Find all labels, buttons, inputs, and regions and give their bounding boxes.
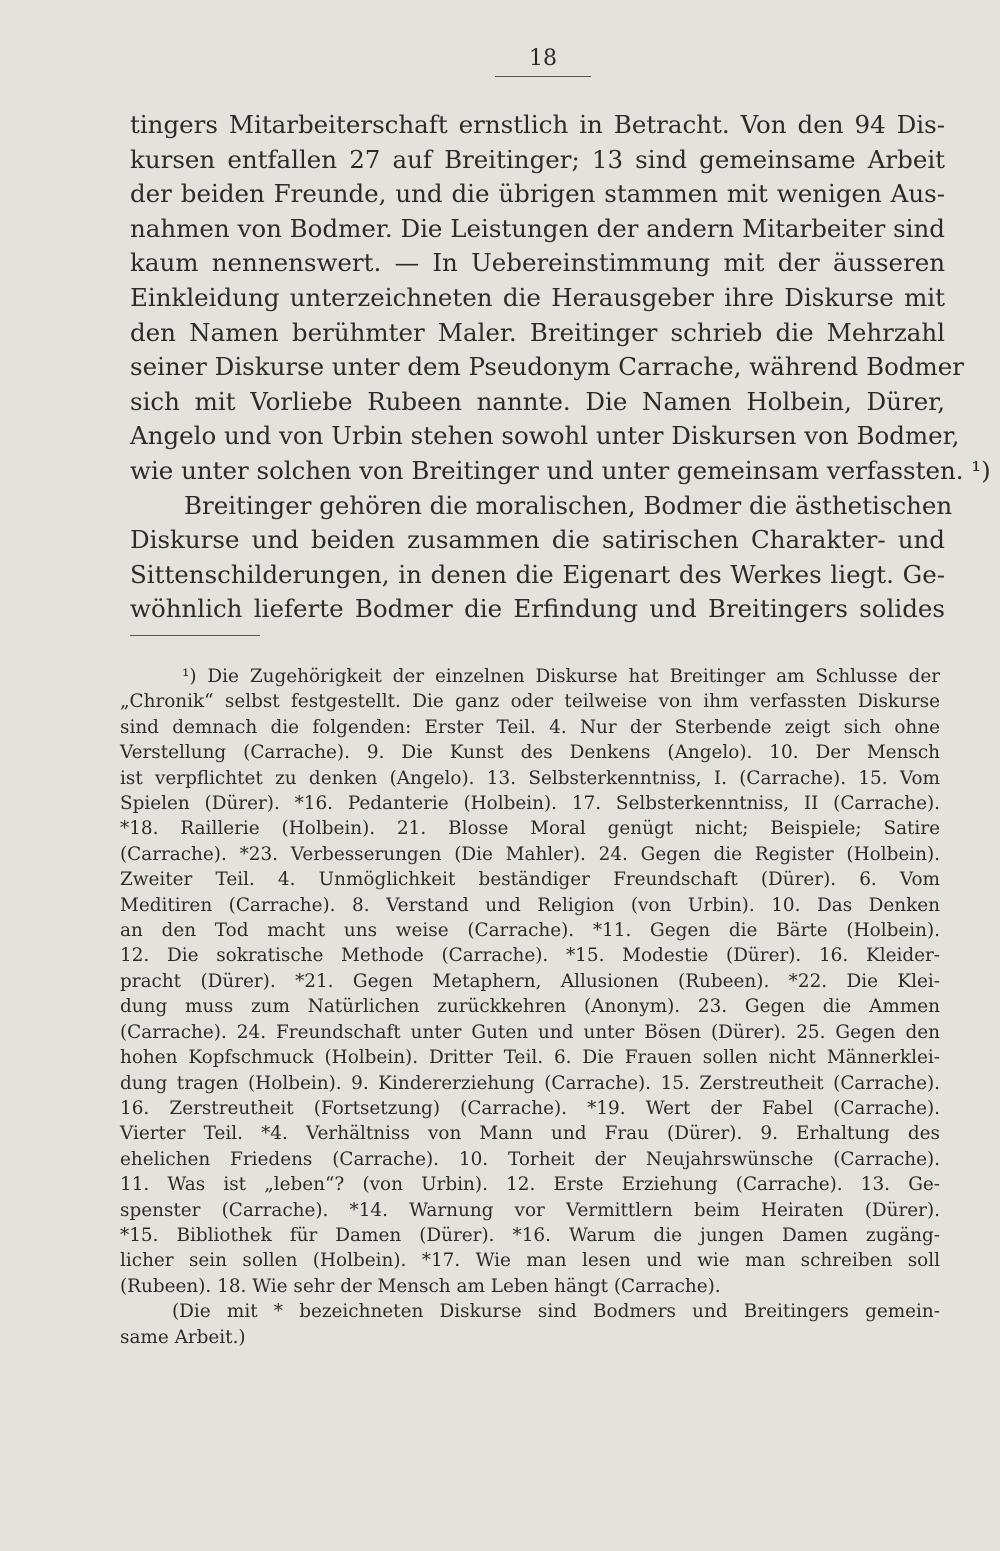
footnote-line: dung tragen (Holbein). 9. Kindererziehung (Carrache). 15. Zerstreutheit (Carrache). bbox=[120, 1072, 940, 1094]
body-line: nahmen von Bodmer. Die Leistungen der andern Mitarbeiter sind bbox=[130, 213, 945, 243]
footnote-line: dung muss zum Natürlichen zurückkehren (Anonym). 23. Gegen die Ammen bbox=[120, 996, 940, 1018]
footnote-line: Vierter Teil. *4. Verhältniss von Mann und Frau (Dürer). 9. Erhaltung des bbox=[120, 1123, 940, 1145]
body-line: Angelo und von Urbin stehen sowohl unter Diskursen von Bodmer, bbox=[130, 421, 960, 451]
footnote-line: Meditiren (Carrache). 8. Verstand und Religion (von Urbin). 10. Das Denken bbox=[120, 894, 940, 916]
footnote-line: hohen Kopfschmuck (Holbein). Dritter Teil. 6. Die Frauen sollen nicht Männerklei- bbox=[120, 1047, 940, 1069]
footnote-line: ¹) Die Zugehörigkeit der einzelnen Diskurse hat Breitinger am Schlusse der bbox=[182, 666, 940, 687]
footnote-line: ehelichen Friedens (Carrache). 10. Torheit der Neujahrswünsche (Carrache). bbox=[120, 1148, 940, 1170]
body-line: den Namen berühmter Maler. Breitinger schrieb die Mehrzahl bbox=[130, 317, 945, 347]
footnote-line: same Arbeit.) bbox=[120, 1326, 246, 1348]
footnote-line: (Carrache). *23. Verbesserungen (Die Mahler). 24. Gegen die Register (Holbein). bbox=[120, 843, 940, 865]
footnote-line: 16. Zerstreutheit (Fortsetzung) (Carrache). *19. Wert der Fabel (Carrache). bbox=[120, 1097, 940, 1119]
footnote-line: 12. Die sokratische Methode (Carrache). *15. Modestie (Dürer). 16. Kleider- bbox=[120, 945, 940, 967]
body-line: sich mit Vorliebe Rubeen nannte. Die Namen Holbein, Dürer, bbox=[130, 386, 945, 416]
footnote-separator bbox=[130, 635, 260, 636]
footnote-line: (Carrache). 24. Freundschaft unter Guten und unter Bösen (Dürer). 25. Gegen den bbox=[120, 1021, 940, 1043]
body-line: wöhnlich lieferte Bodmer die Erfindung und Breitingers solides bbox=[130, 594, 945, 624]
body-line: Breitinger gehören die moralischen, Bodmer die ästhetischen bbox=[184, 490, 953, 520]
footnote-line: licher sein sollen (Holbein). *17. Wie man lesen und wie man schreiben soll bbox=[120, 1250, 940, 1272]
footnote bbox=[120, 664, 940, 1350]
body-line: kursen entfallen 27 auf Breitinger; 13 sind gemeinsame Arbeit bbox=[130, 144, 945, 174]
body-line: seiner Diskurse unter dem Pseudonym Carrache, während Bodmer bbox=[130, 352, 964, 382]
footnote-line: (Rubeen). 18. Wie sehr der Mensch am Leben hängt (Carrache). bbox=[120, 1275, 721, 1297]
footnote-line: *15. Bibliothek für Damen (Dürer). *16. Warum die jungen Damen zugäng- bbox=[120, 1224, 940, 1246]
body-line: kaum nennenswert. — In Uebereinstimmung mit der äusseren bbox=[130, 248, 945, 278]
body-line: Diskurse und beiden zusammen die satirischen Charakter- und bbox=[130, 525, 945, 555]
footnote-line: Zweiter Teil. 4. Unmöglichkeit beständiger Freundschaft (Dürer). 6. Vom bbox=[120, 869, 940, 891]
footnote-line: *18. Raillerie (Holbein). 21. Blosse Moral genügt nicht; Beispiele; Satire bbox=[120, 818, 940, 840]
footnote-line: „Chronik“ selbst festgestellt. Die ganz oder teilweise von ihm verfassten Diskurse bbox=[120, 691, 940, 713]
footnote-line: an den Tod macht uns weise (Carrache). *11. Gegen die Bärte (Holbein). bbox=[120, 920, 940, 942]
footnote-line: (Die mit * bezeichneten Diskurse sind Bodmers und Breitingers gemein- bbox=[172, 1301, 940, 1323]
footnote-line: pracht (Dürer). *21. Gegen Metaphern, Allusionen (Rubeen). *22. Die Klei- bbox=[120, 970, 940, 992]
footnote-line: spenster (Carrache). *14. Warnung vor Vermittlern beim Heiraten (Dürer). bbox=[120, 1199, 940, 1221]
body-line: der beiden Freunde, und die übrigen stammen mit wenigen Aus- bbox=[130, 179, 945, 209]
footnote-line: Verstellung (Carrache). 9. Die Kunst des Denkens (Angelo). 10. Der Mensch bbox=[120, 742, 940, 764]
body-line: wie unter solchen von Breitinger und unter gemeinsam verfassten. ¹) bbox=[130, 455, 991, 485]
body-line: Sittenschilderungen, in denen die Eigenart des Werkes liegt. Ge- bbox=[130, 559, 945, 589]
footnote-line: Spielen (Dürer). *16. Pedanterie (Holbein). 17. Selbsterkenntniss, II (Carrache). bbox=[120, 793, 940, 815]
footnote-line: 11. Was ist „leben“? (von Urbin). 12. Erste Erziehung (Carrache). 13. Ge- bbox=[120, 1174, 940, 1196]
footnote-line: sind demnach die folgenden: Erster Teil. 4. Nur der Sterbende zeigt sich ohne bbox=[120, 716, 940, 738]
footnote-line: ist verpflichtet zu denken (Angelo). 13. Selbsterkenntniss, I. (Carrache). 15. Vom bbox=[120, 767, 940, 789]
page-number: 18 bbox=[495, 44, 591, 77]
body-line: tingers Mitarbeiterschaft ernstlich in Betracht. Von den 94 Dis- bbox=[130, 110, 945, 139]
body-line: Einkleidung unterzeichneten die Herausgeber ihre Diskurse mit bbox=[130, 282, 945, 312]
body-text bbox=[130, 108, 991, 627]
